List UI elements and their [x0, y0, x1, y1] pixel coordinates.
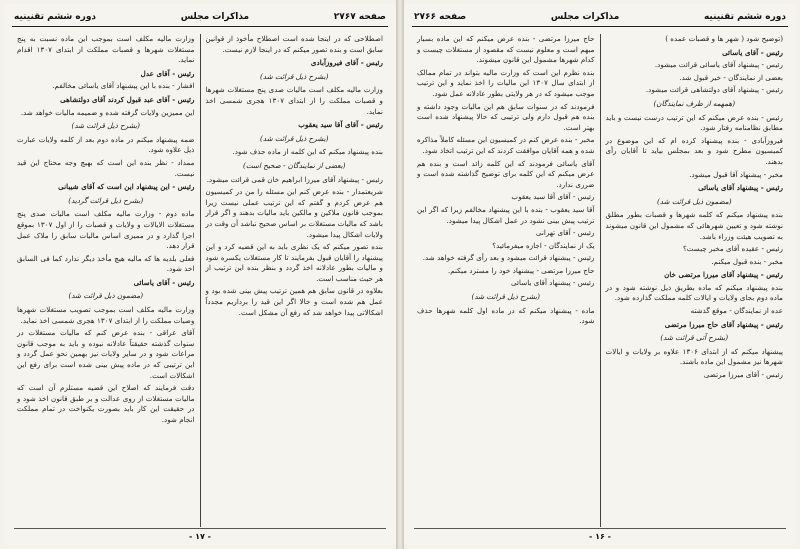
speaker-heading: رئیس - آقای فیروزآبادی [310, 58, 383, 68]
procedural-note: (بشرح ذیل قرائت گردید) [68, 195, 144, 205]
speaker-heading: رئیس - پیشنهاد آقای یاسائی [698, 183, 783, 193]
paragraph: بنده پیشنهاد میکنم که کلمه شهرها و قصبات بطور مطلق نوشته شود و تعیین شهرهائی که مشمول این قانون میشوند به تصویب هیئت وزراء باشد. [605, 210, 783, 241]
paragraph: رئیس - آقای میرزا مرتضی [703, 370, 783, 380]
paragraph: حاج میرزا مرتضی - پیشنهاد خود را مسترد میکنم. [447, 265, 595, 275]
paragraph: این ممیزین ولایات گرفته شده و ضمیمه مالیات خواهد شد. [20, 107, 195, 117]
speaker-heading: رئیس - پیشنهاد آقای حاج میرزا مرتضی [664, 319, 783, 329]
paragraph: وزارت مالیه مکلف است بموجب این ماده نسبت به پنج مستغلات شهرها و قصبات مملکت از ابتدای ۱۳۰۷ اقدام نماید. [17, 34, 195, 65]
paragraph: بنده پیشنهاد میکنم که ماده بطریق ذیل نوشته شود و در ماده دوم بجای ولایات و ایالات کلمه مملکت گذارده شود. [605, 282, 783, 303]
procedural-note: (بشرح ذیل قرائت شد) [260, 71, 329, 81]
paragraph: عده از نمایندگان - موقع گذشته [690, 306, 783, 316]
right-page-column-right [601, 34, 789, 527]
paragraph: رئیس - پیشنهاد آقای میرزا ابراهیم خان قمی قرائت میشود. [206, 174, 383, 184]
left-page [4, 4, 396, 545]
paragraph: ماده - پیشنهاد میکنم که در ماده اول کلمه شهرها حذف شود. [417, 305, 595, 326]
left-page-number: صفحه ۲۷۶۷ [333, 12, 386, 22]
right-page-footer-number: - ۱۶ - [589, 532, 611, 541]
speaker-heading: رئیس - پیشنهاد آقای میرزا مرتضی خان [664, 270, 783, 280]
paragraph: یک از نمایندگان - اجازه میفرمائید؟ [492, 240, 595, 250]
paragraph: بنده تصور میکنم که یک نظری باید به این قضیه کرد و این پیشنهاد را آقایان قبول بفرمایند تا کار مستغلات یکسره شود و مالیات بطور عادلانه اخذ گردد و بنظر بنده این ترتیب از هر حیث مناسب است. [205, 242, 383, 283]
paragraph: رئیس - آقای تهرانی [535, 228, 595, 238]
paragraph: بنده نظرم این است که وزارت مالیه بتواند در تمام ممالک از ابتدای سال ۱۳۰۷ این مالیات را اخذ نماید و این ترتیب موجب میشود که در هر ولایتی بطور عادلانه عمل شود. [417, 67, 595, 98]
left-page-column-right [201, 34, 389, 527]
right-page-title: مذاکرات مجلس [550, 12, 620, 22]
paragraph: رئیس - بنده عرض میکنم که این ترتیب درست نیست و باید مطابق نظامنامه رفتار شود. [605, 112, 783, 133]
procedural-note: (مضمون ذیل قرائت شد) [656, 196, 732, 206]
right-page-header [412, 8, 788, 27]
paragraph: فعلی بلدیه ها که مالیه هیچ مأخذ دیگر ندارد کما فی السابق اخذ شود. [17, 253, 195, 274]
right-page-column-left [412, 34, 601, 527]
paragraph: (توضیح شود ( شهر ها و قصبات عمده ) [665, 34, 783, 43]
paragraph: بعضی از نمایندگان - خیر قبول شد. [679, 72, 783, 82]
paragraph: اصطلاحی که در اینجا شده است اصطلاح مأخوذ از قوانین سابق است و بنده تصور میکنم که در اینجا لازم نیست. [205, 34, 383, 54]
paragraph: مخبر - پیشنهاد آقا قبول میشود. [689, 169, 783, 179]
paragraph: افشار - بنده با این پیشنهاد آقای یاسائی مخالفم. [52, 81, 195, 91]
paragraph: فیروزآبادی - بنده پیشنهاد کرده ام که این موضوع در کمیسیون مطرح شود و بعد بمجلس بیاید تا آقایان رأی بدهند. [605, 135, 783, 166]
left-page-column-left [12, 34, 201, 527]
paragraph: آقای عراقی - بنده عرض کنم که مالیات مستغلات در سنوات گذشته حقیقتاً عادلانه نبوده و باید به موجب قانون مراعات شود و در سایر ولایات نیز بهمین نحو عمل گردد و این ترتیبی که در ماده پیش بینی شده است برای رفع این اشکالات است. [17, 328, 195, 380]
paragraph: رئیس - عقیده آقای مخبر چیست؟ [682, 244, 783, 254]
right-page-period: دوره ششم تقنینیه [703, 12, 786, 22]
left-page-period: دوره ششم تقنینیه [14, 12, 97, 22]
paragraph: فرمودند که در سنوات سابق هم این مالیات وجود داشته و بنده هم قبول دارم ولی ترتیبی که حالا پیشنهاد شده است بهتر است. [417, 101, 595, 132]
speaker-heading: رئیس - آقای یاسائی [722, 47, 783, 57]
procedural-note: (بشرح ذیل قرائت شد) [71, 121, 140, 131]
speaker-heading: رئیس - این پیشنهاد این است که آقای شیبانی [58, 182, 195, 192]
paragraph: رئیس - پیشنهاد آقای یاسائی [511, 278, 595, 288]
paragraph: رئیس - پیشنهاد آقای دولتشاهی قرائت میشود. [645, 85, 783, 95]
paragraph: مخبر - بنده قبول میکنم. [711, 256, 783, 266]
right-page [404, 4, 796, 545]
paragraph: آقا سید یعقوب - بنده با این پیشنهاد مخالفم زیرا که اگر این ترتیب پیش بینی نشود در عمل اشکال پیدا میشود. [417, 204, 595, 225]
paragraph: رئیس - پیشنهاد قرائت میشود و بعد رأی گرفته خواهد شد. [422, 253, 595, 263]
paragraph: وزارت مالیه مکلف است بموجب تصویب مستغلات شهرها وصیات مملکت را از ابتدای ۱۳۰۷ هجری شمسی اخذ نماید. [17, 305, 195, 325]
paragraph: حاج میرزا مرتضی - بنده عرض میکنم که این ماده بسیار مبهم است و معلوم نیست که مقصود از مستغلات چیست و کدام شهرها مشمول این قانون میشوند. [417, 34, 595, 65]
speaker-heading: رئیس - آقای عبد قبول کردند آقای دولتشاهی [60, 94, 195, 104]
procedural-note: (بشرح آتی قرائت شد) [660, 333, 729, 343]
right-page-number: صفحه ۲۷۶۶ [414, 12, 467, 22]
speaker-heading: رئیس - آقای یاسائی [133, 277, 195, 287]
paragraph: بعلاوه در قانون سابق هم همین ترتیب پیش بینی شده بود و عمل هم شده است و حالا اگر این قید را برداریم مجدداً اشکالاتی پیدا خواهد شد که رفع آن مشکل است. [205, 286, 383, 317]
speaker-heading: رئیس - آقای عدل [140, 68, 195, 78]
paragraph: آقای یاسائی فرمودند که این کلمه زائد است و بنده هم عرض میکنم که این کلمه برای توضیح گذاشته شده است و ضرری ندارد. [417, 158, 595, 189]
book-gutter [396, 0, 404, 549]
paragraph: وزارت مالیه مکلف است مالیات صدی پنج مستغلات شهرها و قصبات مملکت را از ابتدای ۱۳۰۷ هجری شمسی اخذ نماید. [205, 85, 383, 116]
procedural-note: (بعضی از نمایندگان - صحیح است) [243, 160, 346, 170]
procedural-note: (بشرح ذیل قرائت شد) [260, 133, 329, 143]
paragraph: دقت فرمایند که اصلاح این قضیه مستلزم آن است که مالیات مستغلات از روی عدالت و بر طبق قانون اخذ شود و در حقیقت این کار باید بصورت یکنواخت در تمام مملکت انجام شود. [17, 383, 195, 424]
procedural-note: (بشرح ذیل قرائت شد) [471, 292, 540, 302]
right-page-columns [412, 34, 788, 527]
speaker-heading: رئیس - آقای آقا سید یعقوب [298, 120, 383, 130]
paragraph: رئیس - آقای آقا سید یعقوب [511, 192, 595, 202]
paragraph: ماده دوم - وزارت مالیه مکلف است مالیات صدی پنج مستغلات الایالات و ولایات و قصبات را از اول ۱۳۰۷ بموقع اجرا گذارد و در ممیزی اساس مالیات سابق را ملاک عمل قرار دهد. [17, 209, 195, 251]
paragraph: پیشنهاد میکنم که از ابتدای ۱۳۰۶ علاوه بر ولایات و ایالات شهرها نیز مشمول این ماده باشند. [605, 346, 783, 367]
paragraph: بنده پیشنهاد میکنم که این کلمه از ماده حذف شود. [232, 147, 383, 157]
left-page-footer-rule [14, 528, 386, 529]
left-page-columns [12, 34, 388, 527]
paragraph: ممداد - نظر بنده این است که بهیچ وجه محتاج این قید نیست. [17, 157, 195, 178]
procedural-note: (همهمه از طرف نمایندگان) [653, 98, 735, 108]
paragraph: رئیس - پیشنهاد آقای یاسائی قرائت میشود. [654, 60, 783, 70]
right-page-footer-rule [414, 528, 786, 529]
procedural-note: (مضمون ذیل قرائت شد) [68, 291, 144, 301]
paragraph: مخبر - بنده عرض کنم در کمیسیون این مسئله کاملاً مذاکره شده و همه آقایان موافقت کردند که این ترتیب اتخاذ شود. [417, 135, 595, 155]
paragraph: شریعتمدار - بنده عرض کنم این مسئله را من در کمیسیون هم عرض کردم و گفتم که این ترتیب عملی نیست زیرا بموجب قانون ملاکین و مالکین باید مالیات بدهند و اگر قرار باشد که مالیات مستغلات بر اساس صحیح نباشد آن وقت در ولایات اشکال پیدا میشود. [205, 187, 383, 239]
left-page-header [12, 8, 388, 27]
left-page-title: مذاکرات مجلس [180, 12, 250, 22]
paragraph: ضمه پیشنهاد میکنم در ماده دوم بعد از کلمه ولایات عبارت ذیل علاوه شود. [17, 134, 195, 155]
left-page-footer-number: - ۱۷ - [189, 532, 211, 541]
